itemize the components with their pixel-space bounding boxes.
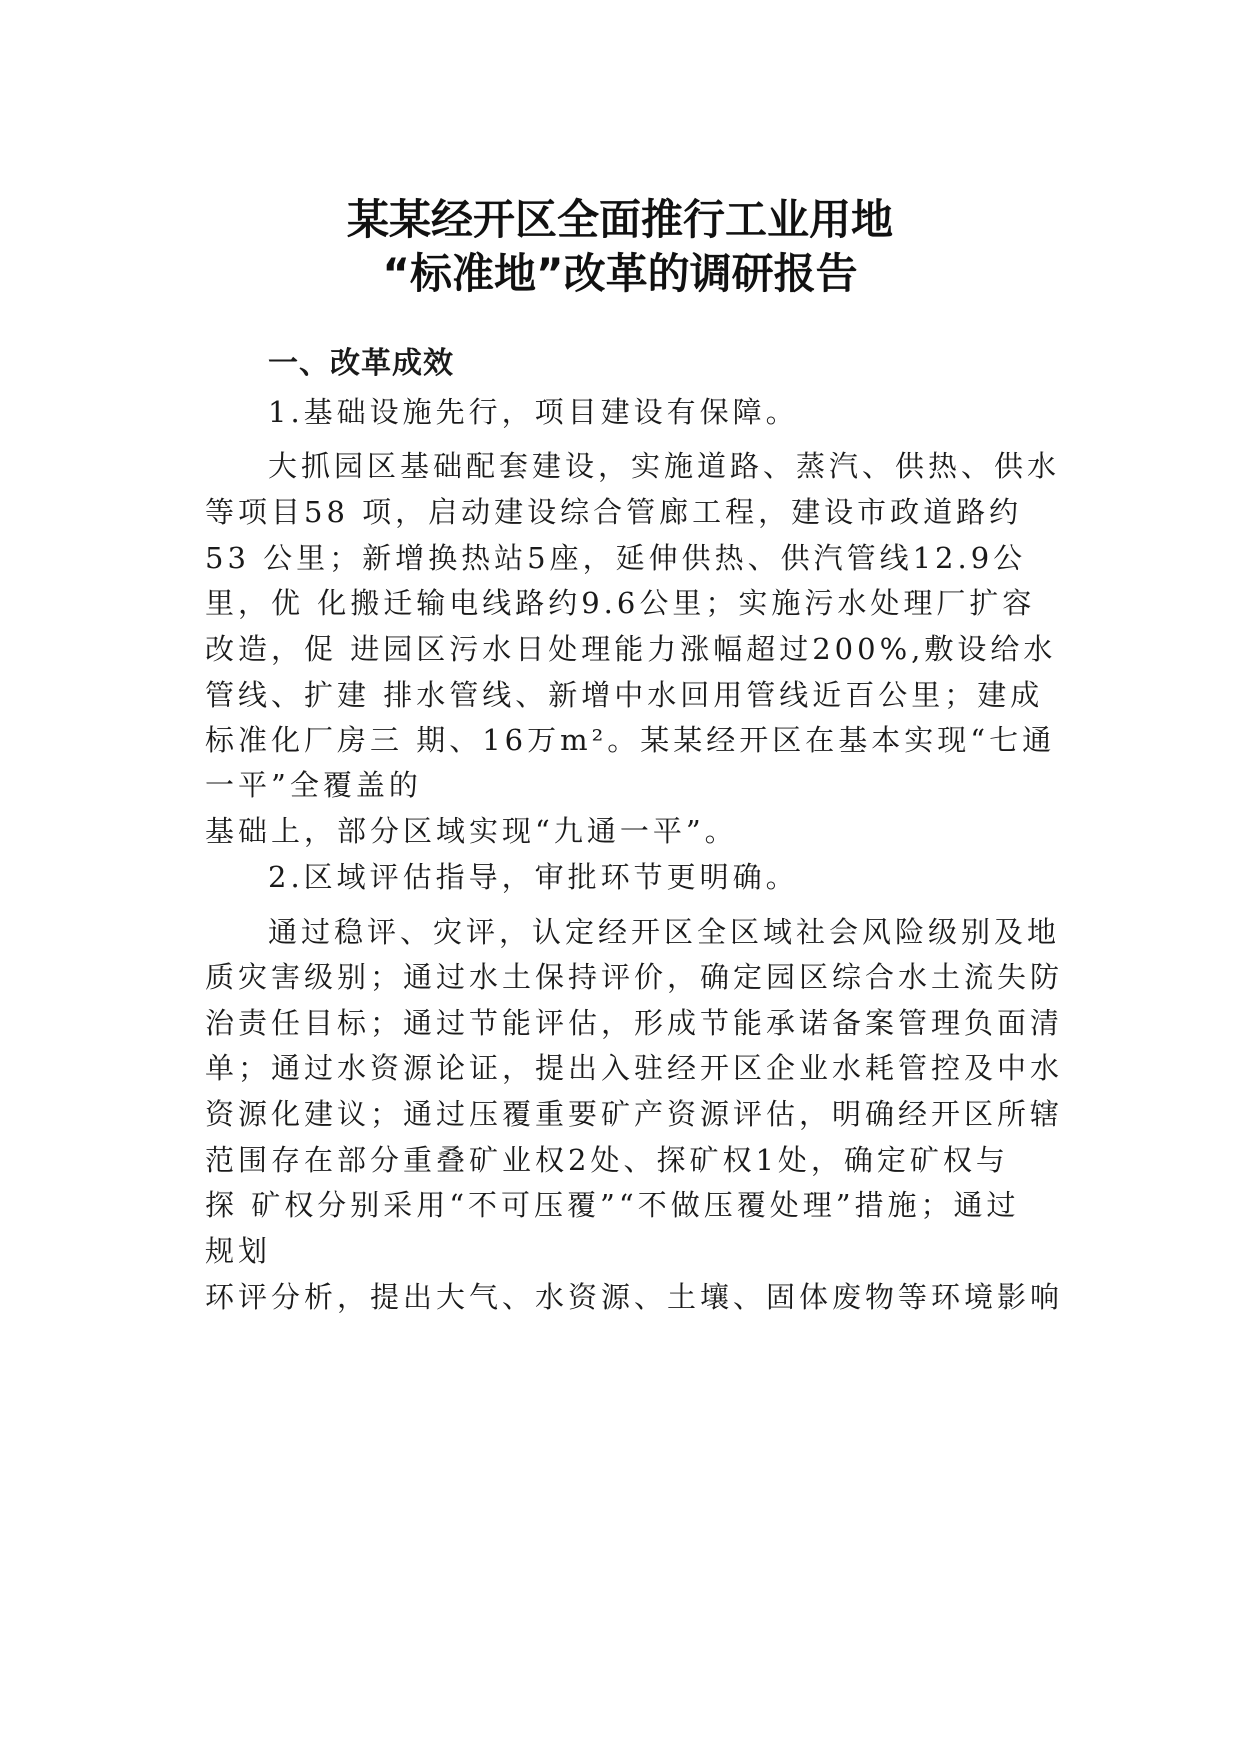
paragraph-1-line: 基础上，部分区域实现“九通一平”。: [205, 814, 738, 848]
paragraph-1-line: 改造，促 进园区污水日处理能力涨幅超过200%,敷设给水: [205, 632, 1057, 666]
document-title-line-1: 某某经开区全面推行工业用地: [346, 195, 893, 244]
item-heading-1: 1.基础设施先行，项目建设有保障。: [268, 395, 799, 429]
paragraph-1-line: 53 公里；新增换热站5座，延伸供热、供汽管线12.9公: [205, 541, 1027, 575]
paragraph-2-line: 探 矿权分别采用“不可压覆”“不做压覆处理”措施；通过: [205, 1188, 1020, 1222]
paragraph-2-line: 治责任目标；通过节能评估，形成节能承诺备案管理负面清: [205, 1006, 1064, 1040]
paragraph-2-line: 资源化建议；通过压覆重要矿产资源评估，明确经开区所辖: [205, 1097, 1064, 1131]
section-heading: 一、改革成效: [268, 346, 454, 381]
item-heading-2: 2.区域评估指导，审批环节更明确。: [268, 860, 799, 894]
paragraph-2-line: 环评分析，提出大气、水资源、土壤、固体废物等环境影响: [205, 1280, 1064, 1314]
paragraph-1-line: 等项目58 项，启动建设综合管廊工程，建设市政道路约: [205, 495, 1023, 529]
paragraph-2-line: 质灾害级别；通过水土保持评价，确定园区综合水土流失防: [205, 960, 1064, 994]
paragraph-1-line: 里，优 化搬迁输电线路约9.6公里；实施污水处理厂扩容: [205, 586, 1036, 620]
paragraph-2-line: 范围存在部分重叠矿业权2处、探矿权1处，确定矿权与: [205, 1143, 1009, 1177]
paragraph-1-line: 一平”全覆盖的: [205, 768, 422, 802]
document-title-line-2: “标准地”改革的调研报告: [382, 249, 858, 298]
paragraph-1-line: 管线、扩建 排水管线、新增中水回用管线近百公里；建成: [205, 678, 1044, 712]
paragraph-2-line: 规划: [205, 1234, 272, 1268]
paragraph-2-line: 单；通过水资源论证，提出入驻经开区企业水耗管控及中水: [205, 1051, 1064, 1085]
paragraph-1-line: 大抓园区基础配套建设，实施道路、蒸汽、供热、供水: [268, 449, 1061, 483]
paragraph-2-line: 通过稳评、灾评，认定经开区全区域社会风险级别及地: [268, 915, 1061, 949]
paragraph-1-line: 标准化厂房三 期、16万m²。某某经开区在基本实现“七通: [205, 723, 1056, 757]
